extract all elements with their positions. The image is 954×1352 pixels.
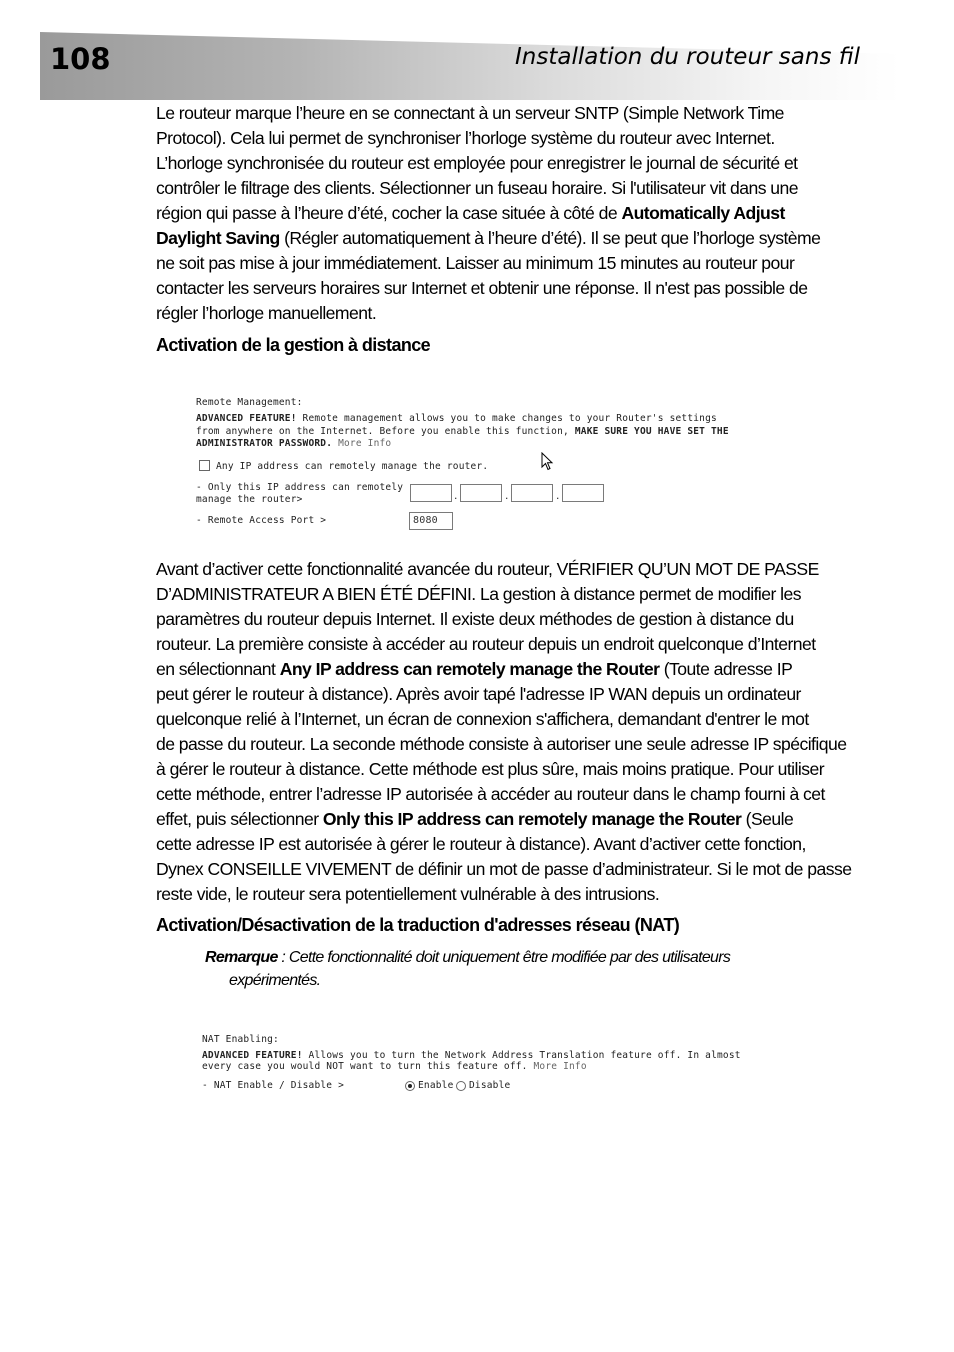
text-run: effet, puis sélectionner [156,809,323,829]
any-ip-label: Any IP address can remotely manage the router. [216,461,489,472]
mouse-pointer-icon [540,452,554,472]
remote-management-paragraph-line [156,807,860,832]
page-header-title: Installation du routeur sans fil [515,44,860,70]
section-heading-nat: Activation/Désactivation de la traduction d'adresses réseau (NAT) [156,915,680,935]
any-ip-checkbox[interactable] [199,460,210,471]
warning-emphasis: MAKE SURE YOU HAVE SET THE [574,426,729,437]
remote-management-paragraph-line [156,882,860,907]
bold-term: Daylight Saving [156,228,280,248]
text-run: quelconque relié à l’Internet, un écran de connexion s'affichera, demandant d'entrer le mot [156,709,809,729]
remote-management-paragraph-line [156,632,860,657]
remote-management-paragraph-line [156,857,860,882]
only-ip-label-line-1: - Only this IP address can remotely [196,482,404,493]
warning-text: from anywhere on the Internet. Before you enable this function, [196,426,575,437]
bold-term: Only this IP address can remotely manage the Router [322,809,742,829]
ip-dot: . [453,492,459,502]
ip-octet-2-field[interactable] [460,484,502,502]
nat-enable-radio[interactable] [405,1081,415,1091]
text-run: L’horloge synchronisée du routeur est employée pour enregistrer le journal de sécurité et [156,153,798,173]
text-run: reste vide, le routeur sera potentiellement vulnérable à des intrusions. [156,884,660,904]
warning-text: Remote management allows you to make changes to your Router's settings [296,413,717,424]
text-run: régler l’horloge manuellement. [156,303,377,323]
remote-management-paragraph-line [156,707,860,732]
panel-warning-line-2 [196,426,729,438]
text-run: (Régler automatiquement à l’heure d’été). Il se peut que l’horloge système [279,228,821,248]
text-run: Dynex CONSEILLE VIVEMENT de définir un mot de passe d’administrateur. Si le mot de passe [156,859,852,879]
text-run: en sélectionnant [156,659,280,679]
nat-panel-title: NAT Enabling: [202,1034,279,1045]
panel-title: Remote Management: [196,397,303,408]
intro-paragraph-line [156,176,860,201]
note-text-continued: expérimentés. [229,972,321,989]
remote-management-paragraph-line [156,657,860,682]
remote-management-paragraph-line [156,557,860,582]
intro-paragraph-line [156,101,860,126]
intro-paragraph-line [156,201,860,226]
ip-dot: . [555,492,561,502]
text-run: région qui passe à l’heure d’été, cocher la case située à côté de [156,203,622,223]
ip-dot: . [504,492,510,502]
text-run: Protocol). Cela lui permet de synchroniser l’horloge système du routeur avec Internet. [156,128,775,148]
text-run: contacter les serveurs horaires sur Internet et obtenir une réponse. Il n'est pas possible de [156,278,808,298]
intro-paragraph-line [156,126,860,151]
text-run: à gérer le routeur à distance. Cette méthode est plus sûre, mais moins pratique. Pour utiliser [156,759,825,779]
nat-enable-label: Enable [418,1080,454,1091]
nat-disable-label: Disable [469,1080,511,1091]
page-number: 108 [50,42,111,76]
more-info-link[interactable]: More Info [332,438,392,449]
note-label: Remarque [205,949,278,966]
remote-management-paragraph-line [156,782,860,807]
warning-text: Allows you to turn the Network Address Translation feature off. In almost [302,1050,741,1061]
advanced-feature-label: ADVANCED FEATURE! [196,413,297,424]
intro-paragraph [156,101,860,326]
text-run: (Toute adresse IP [659,659,793,679]
remote-management-paragraph-line [156,682,860,707]
note [205,946,805,992]
intro-paragraph-line [156,276,860,301]
text-run: ne soit pas mise à jour immédiatement. Laisser au minimum 15 minutes au routeur pour [156,253,795,273]
text-run: paramètres du routeur depuis Internet. Il existe deux méthodes de gestion à distance du [156,609,794,629]
more-info-link[interactable]: More Info [527,1061,587,1072]
remote-management-paragraph-line [156,732,860,757]
warning-text: every case you would NOT want to turn this feature off. [202,1061,528,1072]
text-run: Le routeur marque l’heure en se connectant à un serveur SNTP (Simple Network Time [156,103,784,123]
warning-emphasis: ADMINISTRATOR PASSWORD. [196,438,333,449]
remote-port-field[interactable]: 8080 [409,512,453,530]
intro-paragraph-line [156,151,860,176]
remote-management-paragraph [156,557,860,907]
advanced-feature-label: ADVANCED FEATURE! [202,1050,303,1061]
text-run: routeur. La première consiste à accéder au routeur depuis un endroit quelconque d’Internet [156,634,816,654]
text-run: peut gérer le routeur à distance). Après avoir tapé l'adresse IP WAN depuis un ordinateur [156,684,801,704]
panel-warning-line-3 [196,438,391,450]
ip-octet-3-field[interactable] [511,484,553,502]
intro-paragraph-line [156,301,860,326]
nat-disable-radio[interactable] [456,1081,466,1091]
remote-management-paragraph-line [156,757,860,782]
nat-warning-line-2 [202,1061,587,1073]
ip-octet-4-field[interactable] [562,484,604,502]
text-run: D’ADMINISTRATEUR A BIEN ÉTÉ DÉFINI. La gestion à distance permet de modifier les [156,584,801,604]
intro-paragraph-line [156,251,860,276]
panel-warning-line-1 [196,413,717,425]
remote-port-label: - Remote Access Port > [196,515,327,526]
remote-management-paragraph-line [156,607,860,632]
section-heading-remote-management: Activation de la gestion à distance [156,335,431,355]
intro-paragraph-line [156,226,860,251]
text-run: Avant d’activer cette fonctionnalité avancée du routeur, VÉRIFIER QU’UN MOT DE PASSE [156,559,819,579]
bold-term: Any IP address can remotely manage the Router [279,659,660,679]
text-run: de passe du routeur. La seconde méthode consiste à autoriser une seule adresse IP spécifique [156,734,847,754]
remote-management-paragraph-line [156,832,860,857]
remote-management-paragraph-line [156,582,860,607]
nat-toggle-label: - NAT Enable / Disable > [202,1080,345,1091]
text-run: cette méthode, entrer l’adresse IP autorisée à accéder au routeur dans le champ fourni à cet [156,784,825,804]
text-run: (Seule [741,809,794,829]
only-ip-label-line-2: manage the router> [196,494,303,505]
text-run: contrôler le filtrage des clients. Sélectionner un fuseau horaire. Si l'utilisateur vit dans une [156,178,798,198]
nat-warning-line-1 [202,1050,741,1062]
ip-octet-1-field[interactable] [410,484,452,502]
bold-term: Automatically Adjust [621,203,785,223]
text-run: cette adresse IP est autorisée à gérer le routeur à distance). Avant d’activer cette fonction, [156,834,806,854]
note-text: : Cette fonctionnalité doit uniquement être modifiée par des utilisateurs [277,949,731,966]
